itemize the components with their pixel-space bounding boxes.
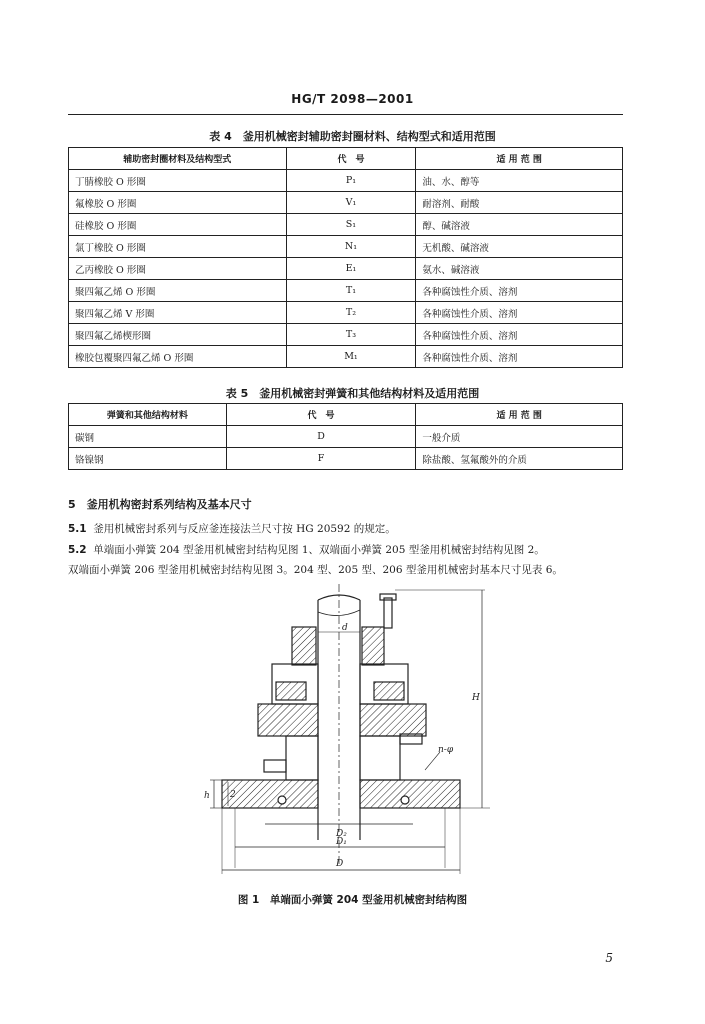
table4-header-cell: 代 号 bbox=[286, 148, 416, 170]
table-cell: 氨水、碱溶液 bbox=[416, 258, 623, 280]
table-cell: 一般介质 bbox=[416, 426, 623, 448]
table-cell: D bbox=[226, 426, 416, 448]
table-row bbox=[69, 280, 623, 302]
table-cell: 油、水、醇等 bbox=[416, 170, 623, 192]
table-row bbox=[69, 346, 623, 368]
table-cell: 乙丙橡胶 O 形圈 bbox=[69, 258, 287, 280]
section5-title: 5 釜用机构密封系列结构及基本尺寸 bbox=[68, 498, 252, 511]
table-cell: 各种腐蚀性介质、溶剂 bbox=[416, 346, 623, 368]
table-cell: 聚四氟乙烯 O 形圈 bbox=[69, 280, 287, 302]
table-cell: 聚四氟乙烯楔形圈 bbox=[69, 324, 287, 346]
table-cell: 氯丁橡胶 O 形圈 bbox=[69, 236, 287, 258]
table4-header-cell: 适 用 范 围 bbox=[416, 148, 623, 170]
header-rule bbox=[68, 114, 623, 115]
table-row bbox=[69, 214, 623, 236]
table-cell: N₁ bbox=[286, 236, 416, 258]
label-D: D bbox=[336, 859, 344, 869]
table-cell: 耐溶剂、耐酸 bbox=[416, 192, 623, 214]
table-cell: P₁ bbox=[286, 170, 416, 192]
paragraph-5-2 bbox=[68, 540, 628, 560]
figure1-seal-drawing bbox=[200, 582, 500, 882]
table-row bbox=[69, 324, 623, 346]
table-cell: 橡胶包覆聚四氟乙烯 O 形圈 bbox=[69, 346, 287, 368]
label-h: h bbox=[204, 791, 210, 801]
table-cell: 碳钢 bbox=[69, 426, 227, 448]
paragraph-5-2-continued: 双端面小弹簧 206 型釜用机械密封结构见图 3。204 型、205 型、206 型釜用机械密封基本尺寸见表 6。 bbox=[68, 564, 563, 576]
paragraph-5-1 bbox=[68, 519, 628, 539]
table-row bbox=[69, 302, 623, 324]
table-cell: 聚四氟乙烯 V 形圈 bbox=[69, 302, 287, 324]
table-cell: 各种腐蚀性介质、溶剂 bbox=[416, 324, 623, 346]
table-row bbox=[69, 192, 623, 214]
table5-header-row bbox=[69, 404, 623, 426]
label-D1: D₁ bbox=[336, 837, 347, 847]
table5 bbox=[68, 403, 623, 470]
table-row bbox=[69, 448, 623, 470]
table-cell: 丁腈橡胶 O 形圈 bbox=[69, 170, 287, 192]
table-cell: 除盐酸、氢氟酸外的介质 bbox=[416, 448, 623, 470]
table-cell: F bbox=[226, 448, 416, 470]
table4-header-cell: 辅助密封圈材料及结构型式 bbox=[69, 148, 287, 170]
paragraph-5-2-number: 5.2 bbox=[68, 544, 87, 556]
table-cell: 铬镍钢 bbox=[69, 448, 227, 470]
table-row bbox=[69, 258, 623, 280]
table5-header-cell: 弹簧和其他结构材料 bbox=[69, 404, 227, 426]
table4-header-row bbox=[69, 148, 623, 170]
table-row bbox=[69, 170, 623, 192]
table-cell: S₁ bbox=[286, 214, 416, 236]
table4-caption: 表 4 釜用机械密封辅助密封圈材料、结构型式和适用范围 bbox=[209, 130, 496, 143]
table-cell: 无机酸、碱溶液 bbox=[416, 236, 623, 258]
label-D2: D₂ bbox=[336, 829, 347, 839]
table-cell: 硅橡胶 O 形圈 bbox=[69, 214, 287, 236]
table-cell: V₁ bbox=[286, 192, 416, 214]
table-cell: 各种腐蚀性介质、溶剂 bbox=[416, 302, 623, 324]
table5-header-cell: 适 用 范 围 bbox=[416, 404, 623, 426]
table-cell: T₂ bbox=[286, 302, 416, 324]
label-n-phi: n-φ bbox=[438, 745, 454, 755]
standard-code-header: HG/T 2098—2001 bbox=[291, 92, 414, 106]
paragraph-5-1-text: 釜用机械密封系列与反应釜连接法兰尺寸按 HG 20592 的规定。 bbox=[93, 523, 396, 535]
paragraph-5-2-text-a: 单端面小弹簧 204 型釜用机械密封结构见图 1、双端面小弹簧 205 型釜用机械密封结构见图 2。 bbox=[93, 544, 545, 556]
table-cell: E₁ bbox=[286, 258, 416, 280]
table5-header-cell: 代 号 bbox=[226, 404, 416, 426]
label-H: H bbox=[472, 693, 480, 703]
table4 bbox=[68, 147, 623, 368]
label-d: d bbox=[342, 623, 348, 633]
table-cell: 各种腐蚀性介质、溶剂 bbox=[416, 280, 623, 302]
table-cell: T₃ bbox=[286, 324, 416, 346]
table-cell: M₁ bbox=[286, 346, 416, 368]
table-cell: 氟橡胶 O 形圈 bbox=[69, 192, 287, 214]
table-cell: T₁ bbox=[286, 280, 416, 302]
figure1-caption: 图 1 单端面小弹簧 204 型釜用机械密封结构图 bbox=[237, 894, 468, 906]
table-cell: 醇、碱溶液 bbox=[416, 214, 623, 236]
paragraph-5-1-number: 5.1 bbox=[68, 523, 87, 535]
table5-caption: 表 5 釜用机械密封弹簧和其他结构材料及适用范围 bbox=[225, 387, 480, 400]
table-row bbox=[69, 426, 623, 448]
label-2: 2 bbox=[230, 790, 236, 800]
page-number: 5 bbox=[605, 951, 613, 965]
table-row bbox=[69, 236, 623, 258]
